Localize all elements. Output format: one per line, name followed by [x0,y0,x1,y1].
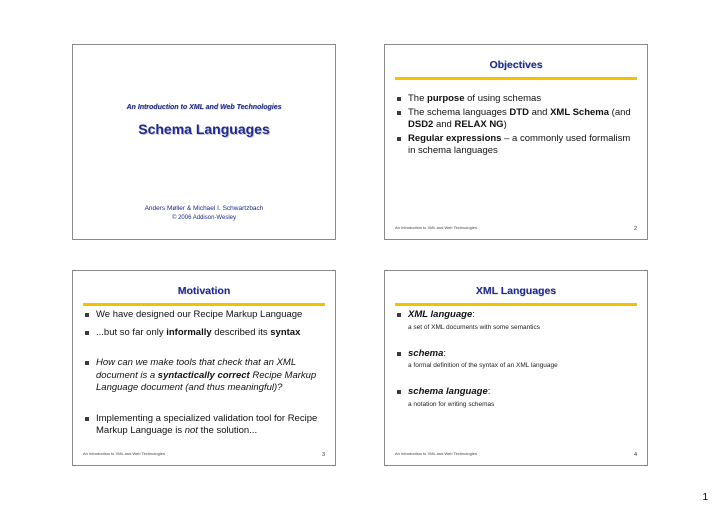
definition-term: schema language [408,386,488,397]
text-run-bold: RELAX NG [454,119,504,130]
square-bullet-icon [397,97,401,101]
definition-description: a set of XML documents with some semantics [408,323,540,331]
bullet-item [85,357,327,395]
text-run: The [408,93,428,104]
text-run: described its [211,326,271,338]
bullet-item [397,93,639,106]
text-run: (and [609,106,631,118]
text-run: Recipe Markup Language document (and thus meaningful)? [96,369,317,393]
definition-item [397,348,639,371]
slide-2-objectives [384,44,648,240]
text-run: – a commonly used formalism in schema languages [408,132,631,156]
bullet-item [85,309,327,322]
slide-title: Objectives [489,59,543,71]
title-underline [395,303,637,306]
text-run: of using schemas [464,93,542,104]
text-run: : [443,347,447,359]
text-run: and [433,119,455,130]
square-bullet-icon [397,390,401,394]
title-underline [83,303,325,306]
text-run: Implementing a specialized validation tool for Recipe Markup Language is [96,412,318,436]
definition-description: a notation for writing schemas [408,400,495,408]
square-bullet-icon [397,111,401,115]
slide-page-number: 2 [633,226,637,232]
slide-footer: An Introduction to XML and Web Technologies [83,451,165,456]
bullet-item [397,107,639,132]
text-run: ...but so far only [96,326,167,338]
bullet-item [85,327,327,340]
bullet-list [85,309,327,438]
slide-title: Motivation [177,285,231,297]
text-run: : [487,386,491,397]
title-underline [395,77,637,80]
text-run-bold: purpose [427,93,465,104]
text-run: We have designed our Recipe Markup Language [96,309,303,320]
slide-footer: An Introduction to XML and Web Technologies [395,225,477,230]
definition-term: schema [408,347,444,359]
bullet-list [397,93,639,158]
slide-1-title [72,44,336,240]
bullet-item [397,133,639,158]
presentation-title: Schema Languages [138,121,270,137]
text-run-bold: DTD [509,106,529,118]
text-run-bold: DSD2 [408,119,434,130]
square-bullet-icon [85,417,89,421]
definition-list [397,309,639,409]
square-bullet-icon [85,331,89,335]
slide-3-motivation [72,270,336,466]
text-run: ) [503,119,507,130]
definition-description: a formal definition of the syntax of an XML language [408,362,558,369]
definition-item [397,386,639,409]
authors: Anders Møller & Michael I. Schwartzbach [144,205,264,212]
definition-term: XML language [408,309,473,320]
slide-footer: An Introduction to XML and Web Technologies [395,451,477,456]
copyright: © 2006 Addison-Wesley [171,215,236,221]
bullet-item [85,413,327,438]
text-run: How can we make tools that check that an XML document is a [96,357,296,381]
text-run-bold: Regular expressions [408,132,502,144]
text-run-italic: not [184,425,198,436]
text-run: The schema languages [408,106,510,118]
text-run-bold: informally [166,326,212,338]
square-bullet-icon [397,137,401,141]
slide-title: XML Languages [475,285,557,297]
slide-4-xml-languages [384,270,648,466]
text-run-bold: syntax [270,326,301,338]
definition-item [397,309,639,332]
text-run: and [528,106,551,118]
square-bullet-icon [397,352,401,356]
square-bullet-icon [85,361,89,365]
slide-page-number: 4 [633,452,637,458]
text-run: : [472,309,475,320]
course-title: An Introduction to XML and Web Technologies [126,104,282,111]
handout-page-number: 1 [702,492,708,503]
slide-page-number: 3 [321,452,325,458]
square-bullet-icon [397,313,401,317]
text-run-bold: XML Schema [550,106,610,118]
square-bullet-icon [85,313,89,317]
text-run-bold: syntactically correct [157,369,250,381]
text-run: the solution... [197,425,258,436]
